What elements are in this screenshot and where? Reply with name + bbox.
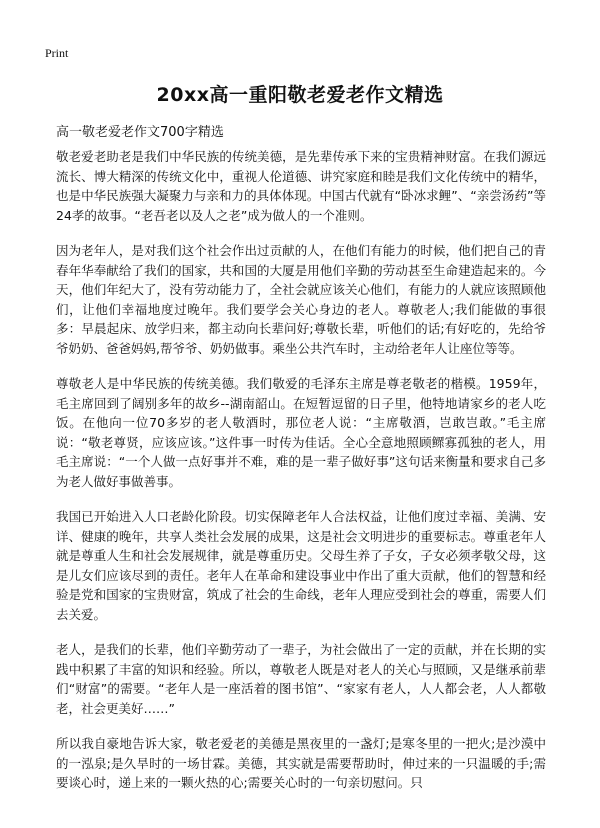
- document-body: [56, 147, 546, 809]
- paragraph: 因为老年人，是对我们这个社会作出过贡献的人，在他们有能力的时候，他们把自己的青春年华奉献给了我们的国家，共和国的大厦是用他们辛勤的劳动甚至生命建造起来的。今天，他们年纪大了，没有劳动能力了，全社会就应该关心他们，有能力的人就应该照顾他们，让他们幸福地度过晚年。我们要学会关心身边的老人。尊敬老人;我们能做的事很多：早晨起床、放学归来，都主动向长辈问好;尊敬长辈，听他们的话;有好吃的，先给爷爷奶奶、爸爸妈妈,帮爷爷、奶奶做事。乘坐公共汽车时，主动给老年人让座位等等。: [56, 243, 546, 356]
- document-subtitle: 高一敬老爱老作文700字精选: [56, 125, 224, 140]
- paragraph: 敬老爱老助老是我们中华民族的传统美德，是先辈传承下来的宝贵精神财富。在我们源远流长、博大精深的传统文化中，重视人伦道德、讲究家庭和睦是我们文化传统中的精华，也是中华民族强大凝聚力与亲和力的具体体现。中国古代就有“卧冰求鲤”、“亲尝汤药”等24孝的故事。“老吾老以及人之老”成为做人的一个准则。: [56, 149, 546, 223]
- paragraph: 我国已开始进入人口老龄化阶段。切实保障老年人合法权益，让他们度过幸福、美满、安详、健康的晚年，共享人类社会发展的成果，这是社会文明进步的重要标志。尊重老年人就是尊重人生和社会发展规律，就是尊重历史。父母生养了子女，子女必须孝敬父母，这是儿女们应该尽到的责任。老年人在革命和建设事业中作出了重大贡献，他们的智慧和经验是党和国家的宝贵财富，筑成了社会的生命线，老年人理应受到社会的尊重，需要人们去关爱。: [56, 509, 546, 622]
- print-link[interactable]: Print: [45, 46, 69, 60]
- paragraph: 尊敬老人是中华民族的传统美德。我们敬爱的毛泽东主席是尊老敬老的楷模。1959年，毛主席回到了阔别多年的故乡--湖南韶山。在短暂逗留的日子里，他特地请家乡的老人吃饭。在他向一位70多岁的老人敬酒时，那位老人说：“主席敬酒，岂敢岂敢。”毛主席说：“敬老尊贤，应该应该。”这件事一时传为佳话。全心全意地照顾鳏寡孤独的老人，用毛主席说：“一个人做一点好事并不难，难的是一辈子做好事”这句话来衡量和要求自己多为老人做好事做善事。: [56, 376, 546, 489]
- paragraph: 所以我自豪地告诉大家，敬老爱老的美德是黑夜里的一盏灯;是寒冬里的一把火;是沙漠中的一泓泉;是久旱时的一场甘霖。美德，其实就是需要帮助时，伸过来的一只温暖的手;需要谈心时，递上来的一颗火热的心;需要关心时的一句亲切慰问。只: [56, 736, 546, 790]
- paragraph: 老人，是我们的长辈，他们辛勤劳动了一辈子，为社会做出了一定的贡献，并在长期的实践中积累了丰富的知识和经验。所以，尊敬老人既是对老人的关心与照顾，又是继承前辈们“财富”的需要。“老年人是一座活着的图书馆”、“家家有老人，人人都会老，人人都敬老，社会更美好……”: [56, 642, 546, 716]
- document-title: 20xx高一重阳敬老爱老作文精选: [156, 84, 444, 106]
